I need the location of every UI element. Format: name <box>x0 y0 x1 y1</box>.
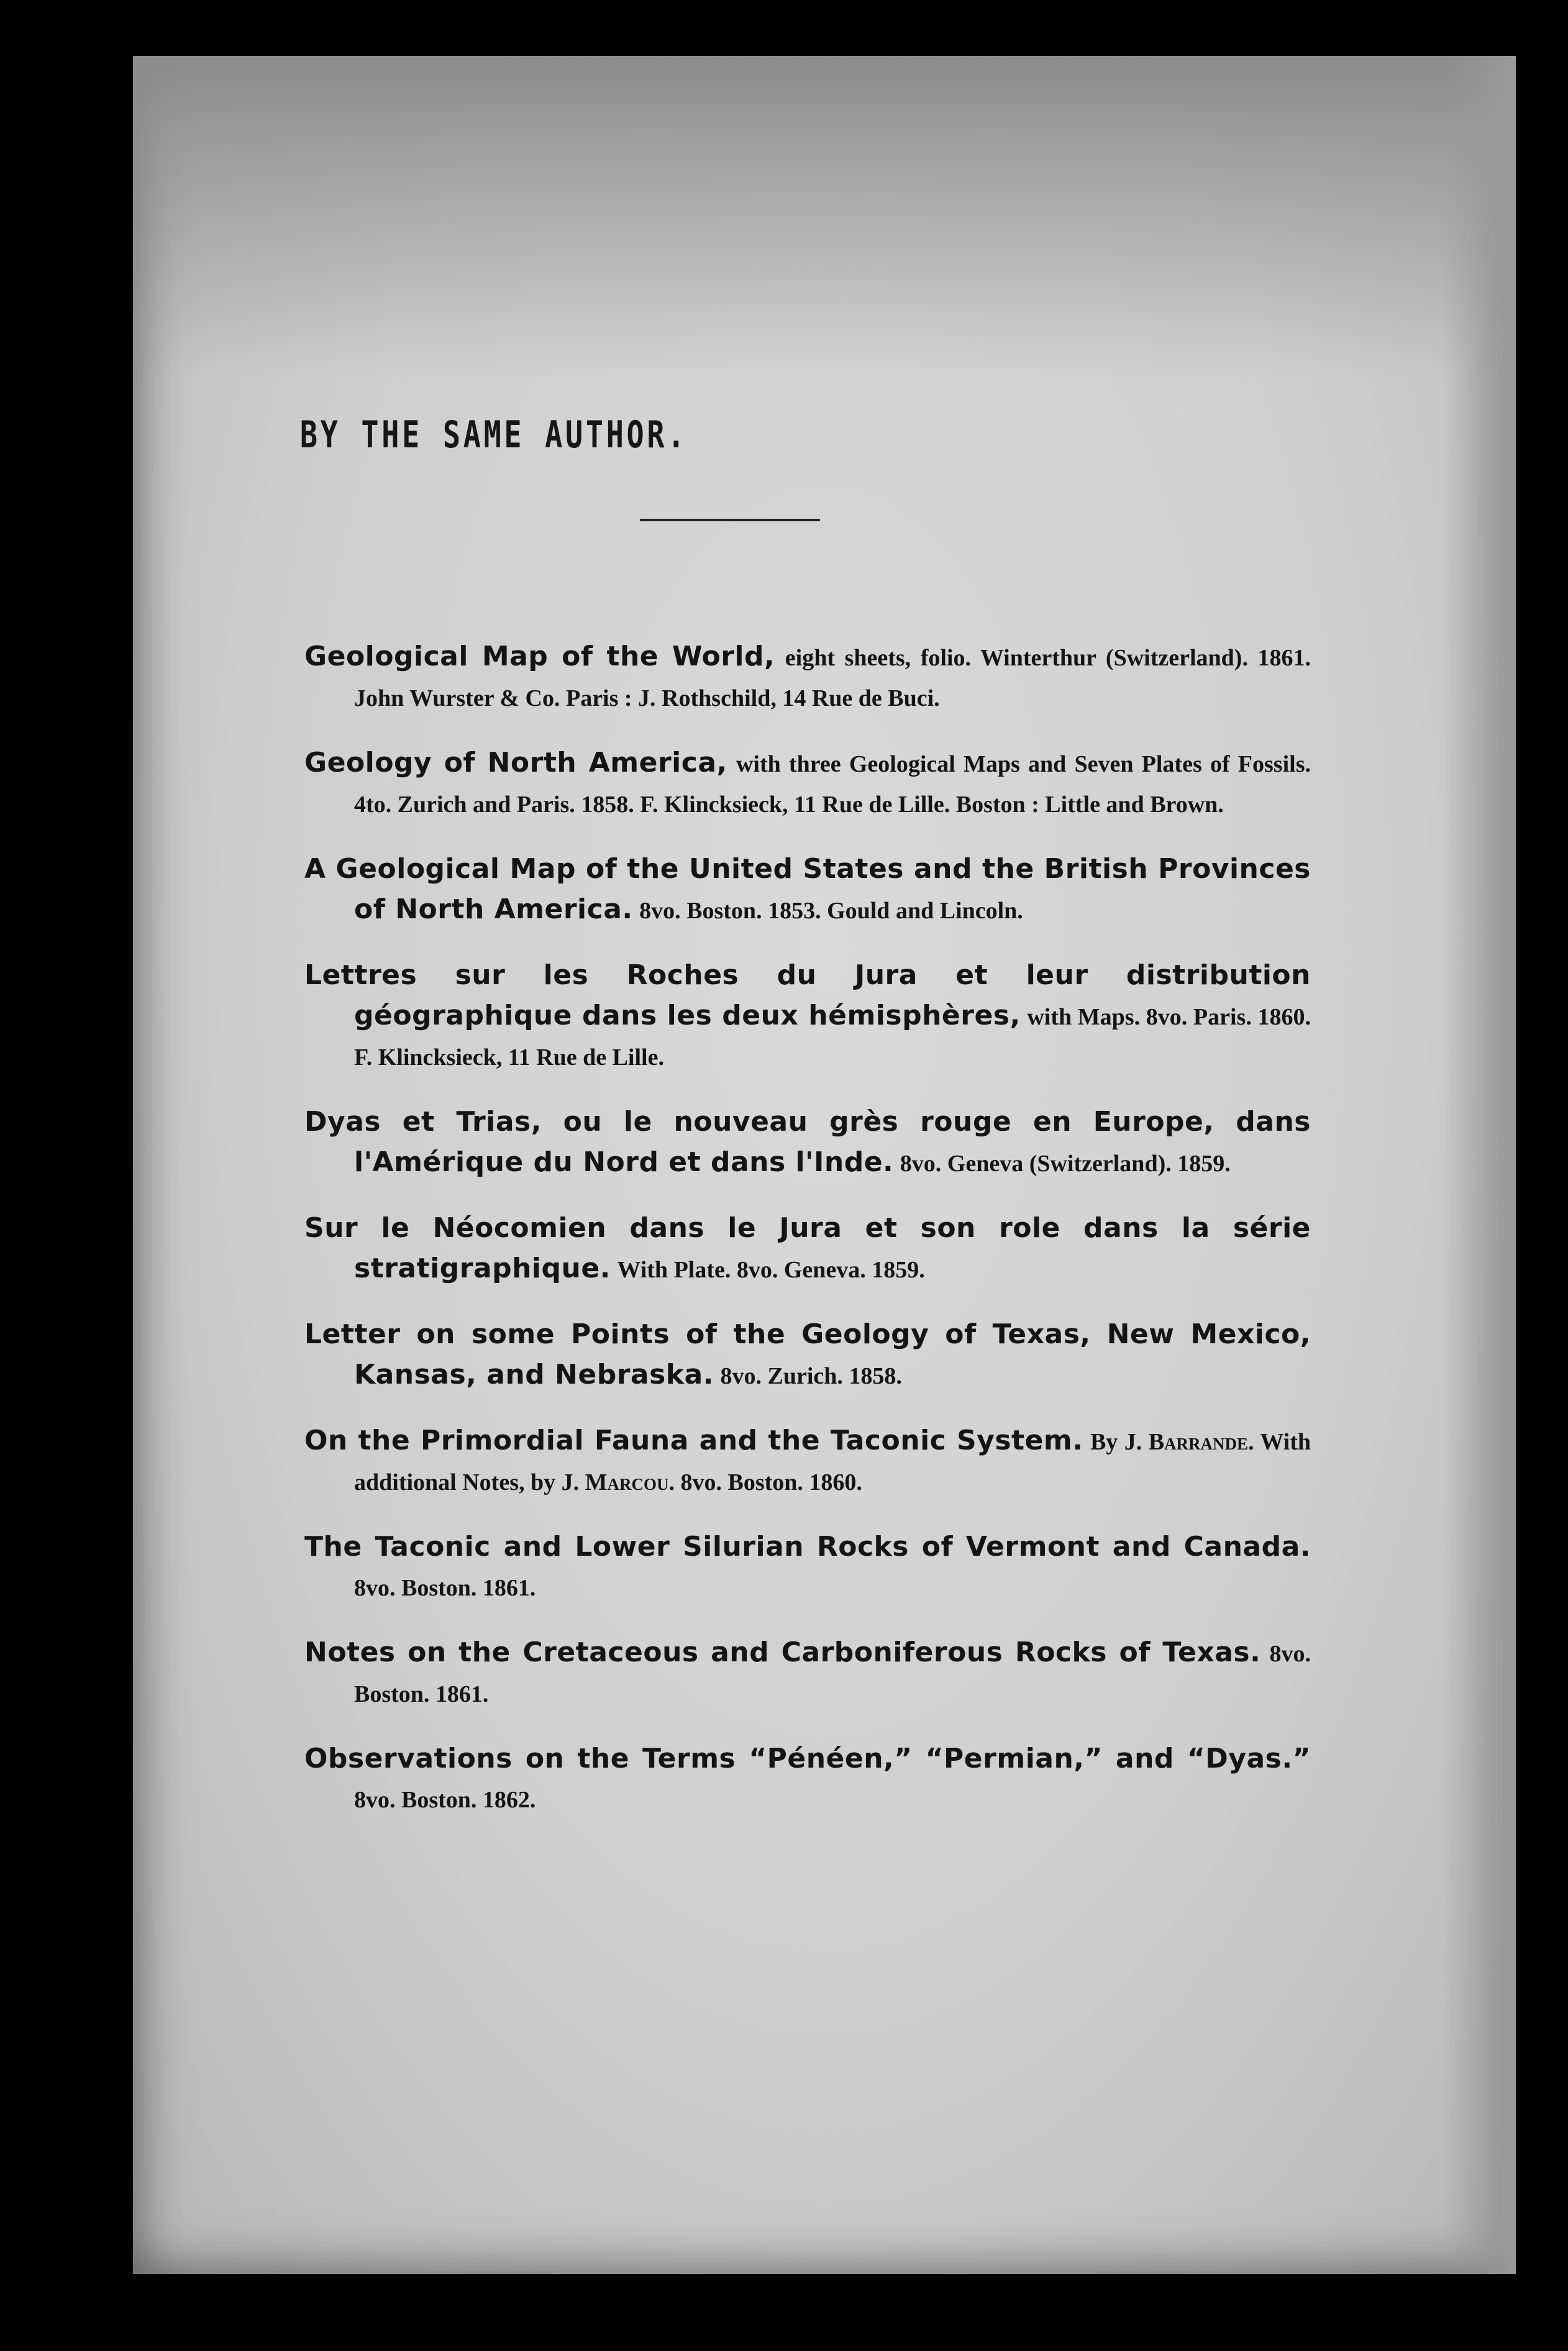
bibliography-entry <box>304 637 1311 718</box>
entry-details: 8vo. Boston. 1862. <box>354 1787 536 1813</box>
entry-title: Letter on some Points of the Geology of Texas, New Mexico, Kansas, and Nebraska. <box>304 1318 1311 1390</box>
bibliography-entry <box>304 849 1311 931</box>
entry-title: The Taconic and Lower Silurian Rocks of Vermont and Canada. <box>304 1531 1311 1563</box>
entry-details-pre: By J. <box>1090 1429 1142 1455</box>
entry-title: Geological Map of the World, <box>304 641 775 672</box>
entry-details-post: . 8vo. Boston. 1860. <box>668 1469 862 1495</box>
bibliography-entry <box>304 1633 1311 1714</box>
bibliography-entry <box>304 1208 1311 1290</box>
bibliography-entry <box>304 1315 1311 1396</box>
entry-details: 8vo. Zurich. 1858. <box>720 1363 902 1389</box>
entry-title: Observations on the Terms “Pénéen,” “Permian,” and “Dyas.” <box>304 1743 1311 1774</box>
entry-details: with three Geological Maps and Seven Plates of Fossils. 4to. Zurich and Paris. 1858. F. Klincksieck, 11 Rue de Lille. Boston : Little and Brown. <box>354 751 1311 818</box>
entry-details-mid: . With additional Notes, by J. <box>354 1429 1311 1495</box>
entry-title: Dyas et Trias, ou le nouveau grès rouge en Europe, dans l'Amérique du Nord et dans l'Inde. <box>304 1106 1311 1178</box>
entry-title: Sur le Néocomien dans le Jura et son role dans la série stratigraphique. <box>304 1212 1311 1284</box>
bibliography-entry <box>304 1102 1311 1184</box>
author-name-barrande: Barrande <box>1148 1429 1249 1455</box>
entry-details: 8vo. Boston. 1853. Gould and Lincoln. <box>639 898 1023 924</box>
bibliography-entry <box>304 1527 1311 1608</box>
bibliography-entry <box>304 743 1311 824</box>
bibliography-entry <box>304 1421 1311 1502</box>
entry-title: Notes on the Cretaceous and Carboniferous Rocks of Texas. <box>304 1637 1261 1668</box>
bibliography-list <box>304 637 1311 1845</box>
bibliography-entry <box>304 1739 1311 1820</box>
author-name-marcou: Marcou <box>585 1469 669 1495</box>
bibliography-entry <box>304 956 1311 1077</box>
entry-details: 8vo. Boston. 1861. <box>354 1575 536 1601</box>
entry-details: With Plate. 8vo. Geneva. 1859. <box>617 1257 925 1283</box>
entry-title: Lettres sur les Roches du Jura et leur distribution géographique dans les deux hémisphères, <box>304 959 1311 1031</box>
entry-title: Geology of North America, <box>304 747 727 778</box>
entry-details: 8vo. Boston. 1861. <box>354 1641 1311 1707</box>
entry-details: eight sheets, folio. Winterthur (Switzerland). 1861. John Wurster & Co. Paris : J. Rothschild, 14 Rue de Buci. <box>354 645 1311 711</box>
heading-divider <box>640 519 820 521</box>
page-heading: BY THE SAME AUTHOR. <box>299 413 688 457</box>
entry-title: On the Primordial Fauna and the Taconic System. <box>304 1425 1083 1456</box>
entry-title: A Geological Map of the United States and the British Provinces of North America. <box>304 853 1311 925</box>
entry-details: 8vo. Geneva (Switzerland). 1859. <box>900 1151 1231 1177</box>
entry-details: with Maps. 8vo. Paris. 1860. F. Klincksieck, 11 Rue de Lille. <box>354 1004 1311 1071</box>
